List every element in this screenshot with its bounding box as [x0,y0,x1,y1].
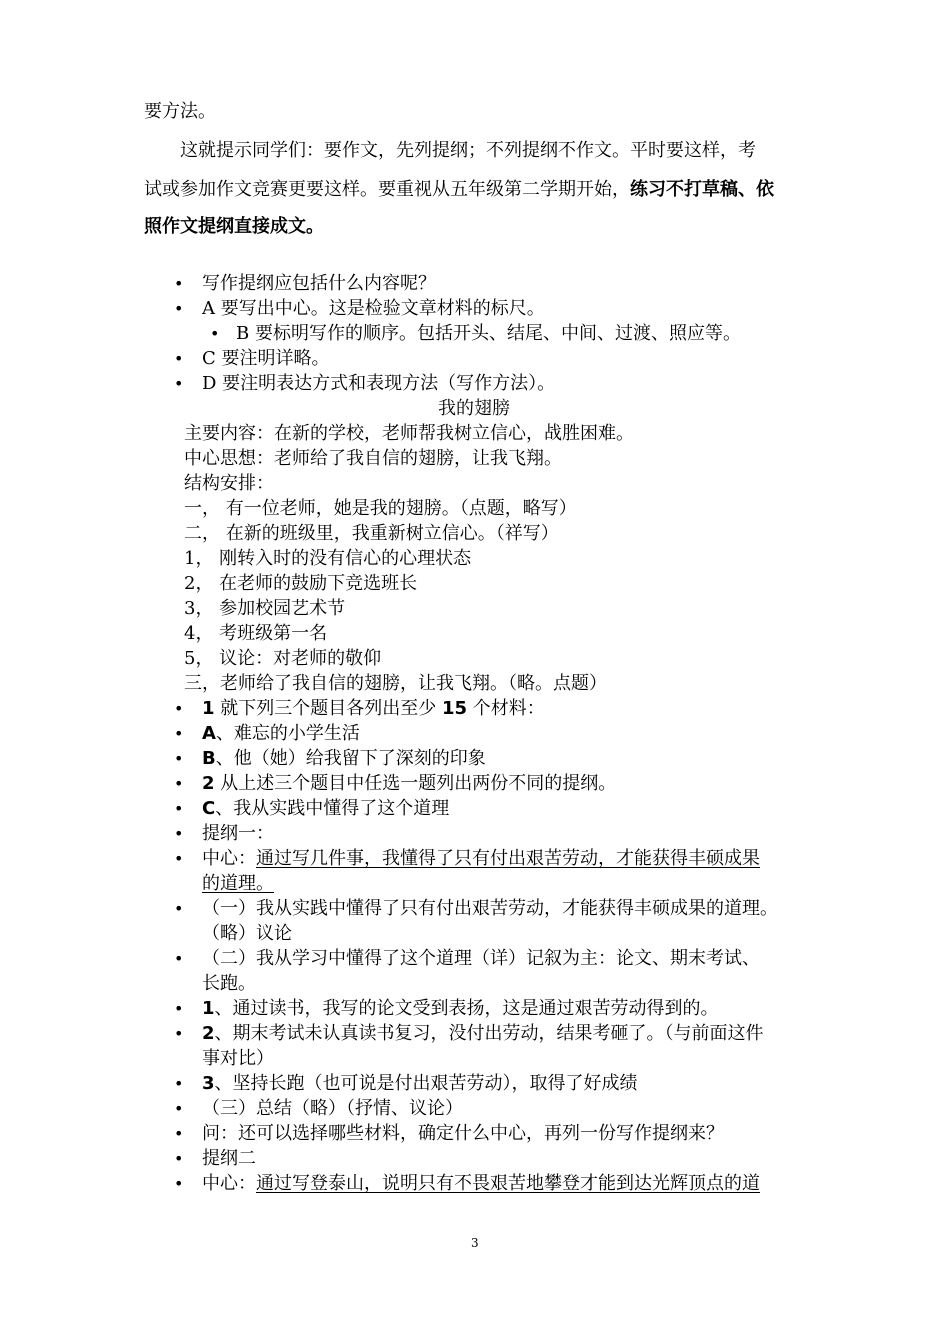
item-text: 、他（她）给我留下了深刻的印象 [215,748,486,769]
list-item-continuation: （略）议论 [202,923,292,944]
bullet-icon: • [174,799,184,818]
outline-line: 三，老师给了我自信的翅膀，让我飞翔。（略。点题） [184,673,607,694]
list-item: （三）总结（略）（抒情、议论） [202,1098,463,1119]
item-text: 、我从实践中懂得了这个道理 [215,798,450,819]
item-letter: A [202,723,216,744]
list-item-continuation: 长跑。 [202,973,256,994]
bullet-icon: • [174,699,184,718]
item-text: 就下列三个题目各列出至少 [214,698,442,719]
item-letter: C [202,798,216,819]
bullet-icon: • [174,999,184,1018]
list-item [202,698,545,720]
bullet-icon: • [174,1124,184,1143]
bullet-icon: • [174,349,184,368]
list-item: 提纲一： [202,823,274,844]
bullet-icon: • [174,849,184,868]
underlined-text: 通过写几件事，我懂得了只有付出艰苦劳动，才能获得丰硕成果 [256,848,760,869]
bullet-icon: • [174,1074,184,1093]
item-text: 、通过读书，我写的论文受到表扬，这是通过艰苦劳动得到的。 [214,998,719,1019]
page-number: 3 [471,1236,479,1250]
bullet-icon: • [174,1149,184,1168]
bullet-icon: • [174,749,184,768]
list-item [202,1023,764,1045]
paragraph-line: 这就提示同学们：要作文，先列提纲；不列提纲不作文。平时要这样，考 [180,140,756,161]
item-number: 1 [202,998,215,1019]
outline-line: 中心思想：老师给了我自信的翅膀，让我飞翔。 [184,448,562,469]
list-item [202,848,760,870]
list-item: A 要写出中心。这是检验文章材料的标尺。 [202,298,545,319]
bullet-icon: • [174,274,184,293]
paragraph-end: 要方法。 [144,101,216,122]
item-number: 2 [202,773,215,794]
paragraph-bold-text: 练习不打草稿、依 [630,179,774,200]
item-number: 1 [202,698,215,719]
item-number: 15 [441,698,468,719]
list-item: （二）我从学习中懂得了这个道理（详）记叙为主：论文、期末考试、 [202,948,760,969]
outline-line: 结构安排： [184,473,274,494]
item-text: 、难忘的小学生活 [215,723,360,744]
underlined-text: 的道理。 [202,873,274,894]
item-text: 、期末考试未认真读书复习，没付出劳动，结果考砸了。（与前面这件 [214,1023,764,1044]
list-item: 写作提纲应包括什么内容呢？ [202,273,436,294]
item-text: 从上述三个题目中任选一题列出两份不同的提纲。 [214,773,617,794]
item-letter: B [202,748,216,769]
list-item: D 要注明表达方式和表现方法（写作方法）。 [202,373,556,394]
outline-line: 二， 在新的班级里，我重新树立信心。（祥写） [184,523,559,544]
bullet-icon: • [174,1174,184,1193]
item-label: 中心： [202,1173,256,1194]
item-text: 个材料： [467,698,545,719]
outline-line: 1， 刚转入时的没有信心的心理状态 [184,548,472,569]
bullet-icon: • [174,774,184,793]
list-item: 提纲二 [202,1148,256,1169]
list-item-continuation [202,873,274,895]
paragraph-text: 试或参加作文竞赛更要这样。要重视从五年级第二学期开始， [144,179,630,200]
outline-line: 4， 考班级第一名 [184,623,328,644]
paragraph-line [144,179,774,201]
bullet-icon: • [174,299,184,318]
bullet-icon: • [174,824,184,843]
item-text: 、坚持长跑（也可说是付出艰苦劳动），取得了好成绩 [214,1073,638,1094]
bullet-icon: • [174,374,184,393]
list-item: （一）我从实践中懂得了只有付出艰苦劳动，才能获得丰硕成果的道理。 [202,898,778,919]
list-item [202,1173,760,1195]
bullet-icon: • [174,949,184,968]
bullet-icon: • [174,724,184,743]
list-item [202,723,360,745]
underlined-text: 通过写登泰山，说明只有不畏艰苦地攀登才能到达光辉顶点的道 [256,1173,760,1194]
outline-line: 一， 有一位老师，她是我的翅膀。（点题，略写） [184,498,577,519]
list-item: 问：还可以选择哪些材料，确定什么中心，再列一份写作提纲来？ [202,1123,724,1144]
list-item [202,773,616,795]
list-item: C 要注明详略。 [202,348,330,369]
list-item [202,1073,638,1095]
paragraph-bold-line: 照作文提纲直接成文。 [144,216,324,237]
outline-line: 5， 议论：对老师的敬仰 [184,648,382,669]
item-label: 中心： [202,848,256,869]
list-item: B 要标明写作的顺序。包括开头、结尾、中间、过渡、照应等。 [236,323,741,344]
bullet-icon: • [174,899,184,918]
item-number: 3 [202,1073,215,1094]
outline-line: 2， 在老师的鼓励下竞选班长 [184,573,418,594]
list-item [202,998,719,1020]
outline-line: 主要内容：在新的学校，老师帮我树立信心，战胜困难。 [184,423,634,444]
bullet-icon: • [174,1024,184,1043]
outline-line: 3， 参加校园艺术节 [184,598,346,619]
bullet-icon: • [174,1099,184,1118]
list-item [202,748,486,770]
bullet-icon: • [210,324,220,343]
outline-title: 我的翅膀 [438,398,510,419]
item-number: 2 [202,1023,215,1044]
list-item-continuation: 事对比） [202,1048,274,1069]
list-item [202,798,449,820]
